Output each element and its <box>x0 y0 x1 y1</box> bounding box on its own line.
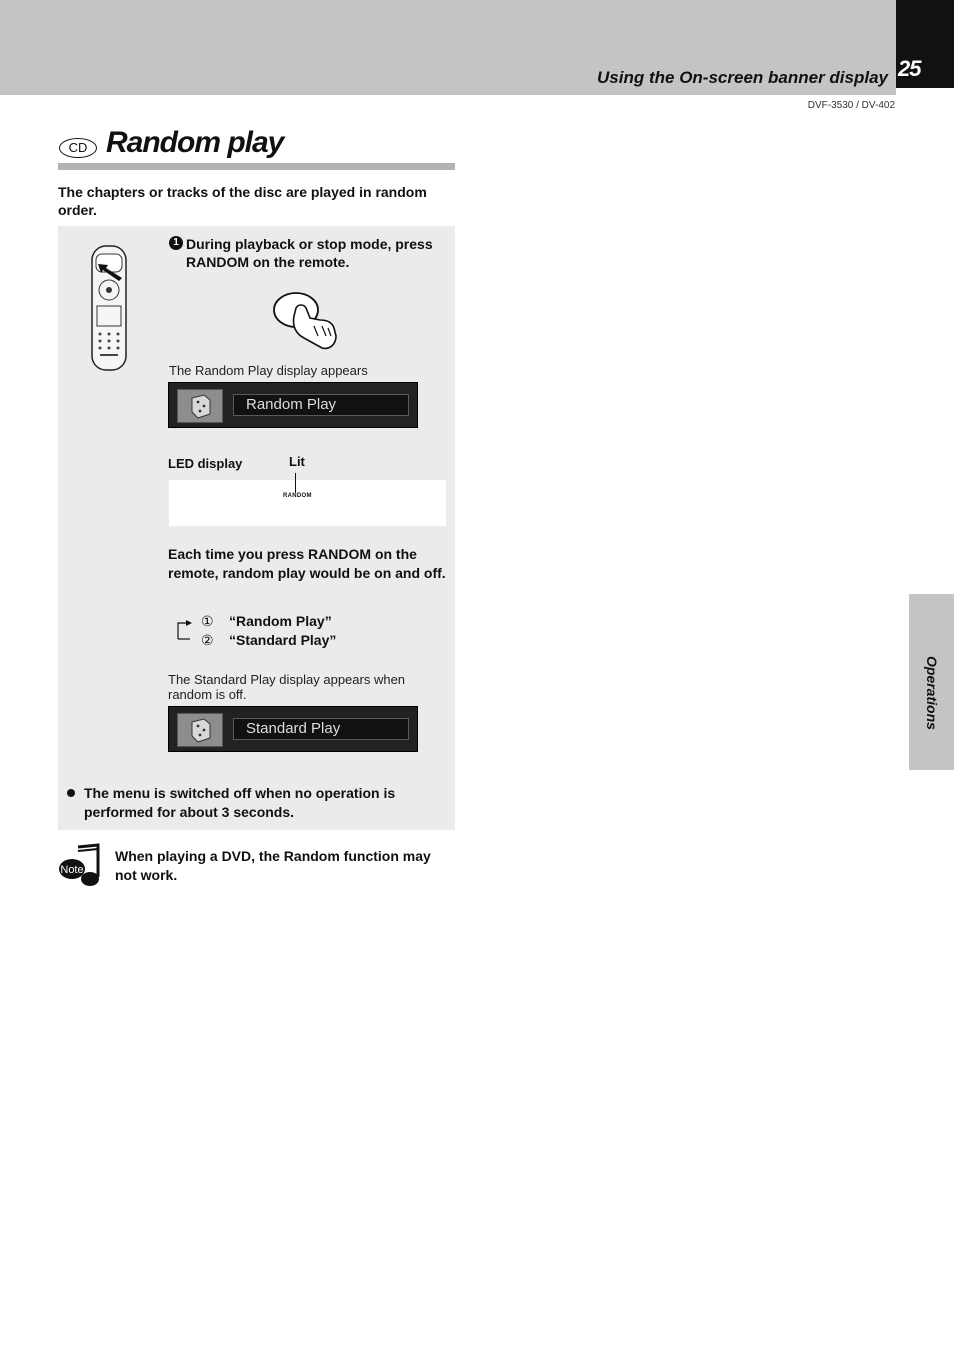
page-number: 25 <box>898 56 921 81</box>
cd-badge: CD <box>59 138 97 158</box>
osd-label: Random Play <box>246 396 337 413</box>
cycle-arrow-icon <box>174 613 194 643</box>
osd-label-bar <box>233 718 409 740</box>
osd-label: Standard Play <box>246 720 341 737</box>
toggle-description: Each time you press RANDOM on the remote, random play would be on and off. <box>168 546 446 581</box>
random-display-caption: The Random Play display appears <box>169 363 368 378</box>
side-tab-label: Operations <box>924 656 940 730</box>
step1-text: During playback or stop mode, press RANDOM on the remote. <box>186 236 433 270</box>
title-rule <box>58 163 455 170</box>
option-standard-play: “Standard Play” <box>229 632 337 648</box>
lit-label: Lit <box>289 454 305 469</box>
step-number: 1 <box>169 236 183 250</box>
dice-icon <box>177 389 223 423</box>
standard-display-caption: The Standard Play display appears when random is off. <box>168 672 406 702</box>
section-title: Using the On-screen banner display <box>597 68 888 87</box>
osd-label-bar <box>233 394 409 416</box>
page-title: Random play <box>106 126 284 159</box>
option-number: ② <box>201 632 214 648</box>
model-number: DVF-3530 / DV-402 <box>807 100 895 111</box>
standard-play-banner <box>168 706 418 752</box>
dvd-note-text: When playing a DVD, the Random function may not work. <box>115 848 431 883</box>
note-icon <box>58 843 102 887</box>
intro-text: The chapters or tracks of the disc are played in random order. <box>58 184 427 218</box>
note-icon-label: Note <box>60 864 84 876</box>
option-random-play: “Random Play” <box>229 613 332 629</box>
bullet-dot-icon <box>67 789 75 797</box>
menu-timeout-note: The menu is switched off when no operation is performed for about 3 seconds. <box>84 785 396 820</box>
option-number: ① <box>201 613 214 629</box>
led-display-label: LED display <box>168 456 243 471</box>
pressing-hand-icon <box>266 286 346 356</box>
dice-icon <box>177 713 223 747</box>
random-play-banner <box>168 382 418 428</box>
remote-control-icon <box>88 244 132 374</box>
lit-pointer-line <box>295 473 296 493</box>
led-random-indicator: RANDOM <box>283 493 312 499</box>
led-display-box <box>169 480 446 526</box>
